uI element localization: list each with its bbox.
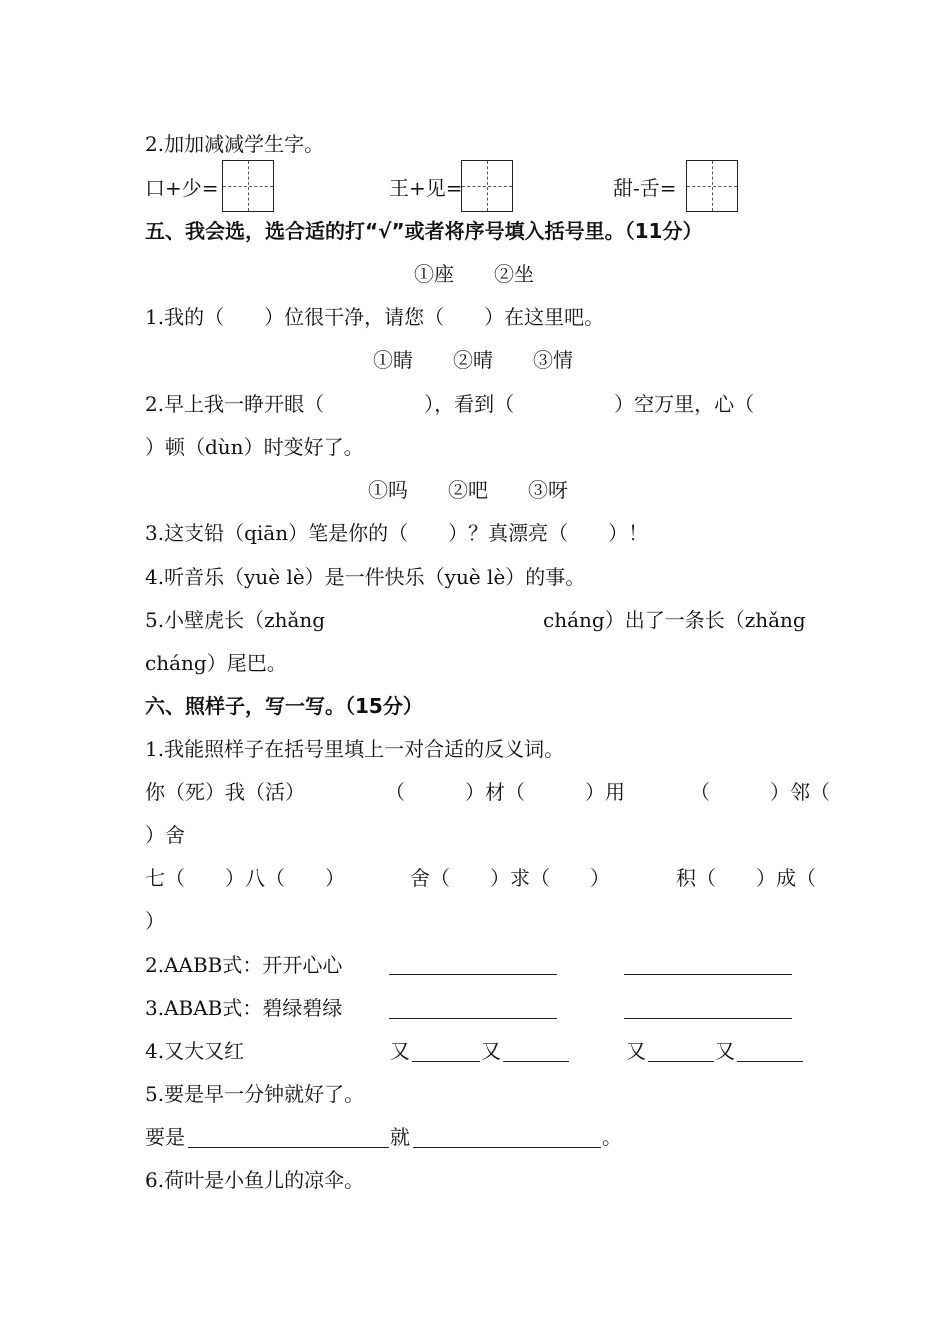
s6-q1-row1-a: 你（死）我（活） <box>145 780 305 804</box>
s6-q2-text: 2.AABB式：开开心心 <box>145 953 343 977</box>
s6-q3-blank-2[interactable] <box>624 1018 792 1019</box>
s6-q4-you-4: 又 <box>715 1039 735 1063</box>
add-sub-item-1: 口+少= <box>145 176 219 200</box>
tian-grid-box-2[interactable] <box>461 160 513 212</box>
s6-q1-row2-b: 舍（ ）求（ ） <box>410 866 610 890</box>
q5-line2: cháng）尾巴。 <box>145 651 287 675</box>
s6-q4-blank-2[interactable] <box>503 1061 569 1062</box>
tian-grid-box-3[interactable] <box>686 160 738 212</box>
q3-text: 3.这支铅（qiān）笔是你的（ ）？真漂亮（ ）！ <box>145 521 649 545</box>
s6-q4-text: 4.又大又红 <box>145 1039 245 1063</box>
s6-q6-text: 6.荷叶是小鱼儿的凉伞。 <box>145 1168 365 1192</box>
s6-q2-blank-1[interactable] <box>389 974 557 975</box>
s6-q5-end: 。 <box>602 1125 622 1149</box>
s6-q5-yaoshi: 要是 <box>145 1125 185 1149</box>
add-sub-title: 2.加加减减学生字。 <box>145 132 325 156</box>
s6-q5-text: 5.要是早一分钟就好了。 <box>145 1082 365 1106</box>
s6-q2-blank-2[interactable] <box>624 974 792 975</box>
s6-q5-jiu: 就 <box>390 1125 410 1149</box>
q2-line1: 2.早上我一睁开眼（ ），看到（ ）空万里，心（ <box>145 392 755 416</box>
q1-options: ①座 ②坐 <box>414 262 534 286</box>
q5-line1-b: cháng）出了一条长（zhǎng <box>543 608 806 632</box>
s6-q5-blank-2[interactable] <box>413 1147 601 1148</box>
tian-grid-box-1[interactable] <box>222 160 274 212</box>
s6-q4-you-3: 又 <box>626 1039 646 1063</box>
q4-text: 4.听音乐（yuè lè）是一件快乐（yuè lè）的事。 <box>145 565 586 589</box>
add-sub-item-2: 王+见= <box>389 176 463 200</box>
section6-heading: 六、照样子，写一写。（15分） <box>145 694 423 718</box>
q3-options: ①吗 ②吧 ③呀 <box>368 478 568 502</box>
s6-q1-row1-b: （ ）材（ ）用 <box>385 780 625 804</box>
q2-line2: ）顿（dùn）时变好了。 <box>145 435 364 459</box>
s6-q4-you-1: 又 <box>390 1039 410 1063</box>
section5-heading: 五、我会选，选合适的打“√”或者将序号填入括号里。（11分） <box>145 219 703 243</box>
s6-q1-row2-c: 积（ ）成（ <box>676 866 816 890</box>
s6-q3-blank-1[interactable] <box>389 1018 557 1019</box>
s6-q4-blank-3[interactable] <box>648 1061 714 1062</box>
s6-q4-blank-4[interactable] <box>737 1061 803 1062</box>
q1-text: 1.我的（ ）位很干净，请您（ ）在这里吧。 <box>145 305 605 329</box>
s6-q1-row1-c: （ ）邻（ <box>690 780 830 804</box>
q5-line1-a: 5.小壁虎长（zhǎng <box>145 608 326 632</box>
s6-q1-row1-d: ）舍 <box>145 823 185 847</box>
add-sub-item-3: 甜-舌= <box>613 176 677 200</box>
s6-q1-title: 1.我能照样子在括号里填上一对合适的反义词。 <box>145 737 565 761</box>
s6-q3-text: 3.ABAB式：碧绿碧绿 <box>145 996 343 1020</box>
q2-options: ①睛 ②晴 ③情 <box>373 348 573 372</box>
s6-q4-blank-1[interactable] <box>412 1061 480 1062</box>
s6-q1-row2-a: 七（ ）八（ ） <box>145 866 345 890</box>
s6-q4-you-2: 又 <box>481 1039 501 1063</box>
s6-q1-row2-d: ） <box>145 909 165 933</box>
s6-q5-blank-1[interactable] <box>188 1147 389 1148</box>
